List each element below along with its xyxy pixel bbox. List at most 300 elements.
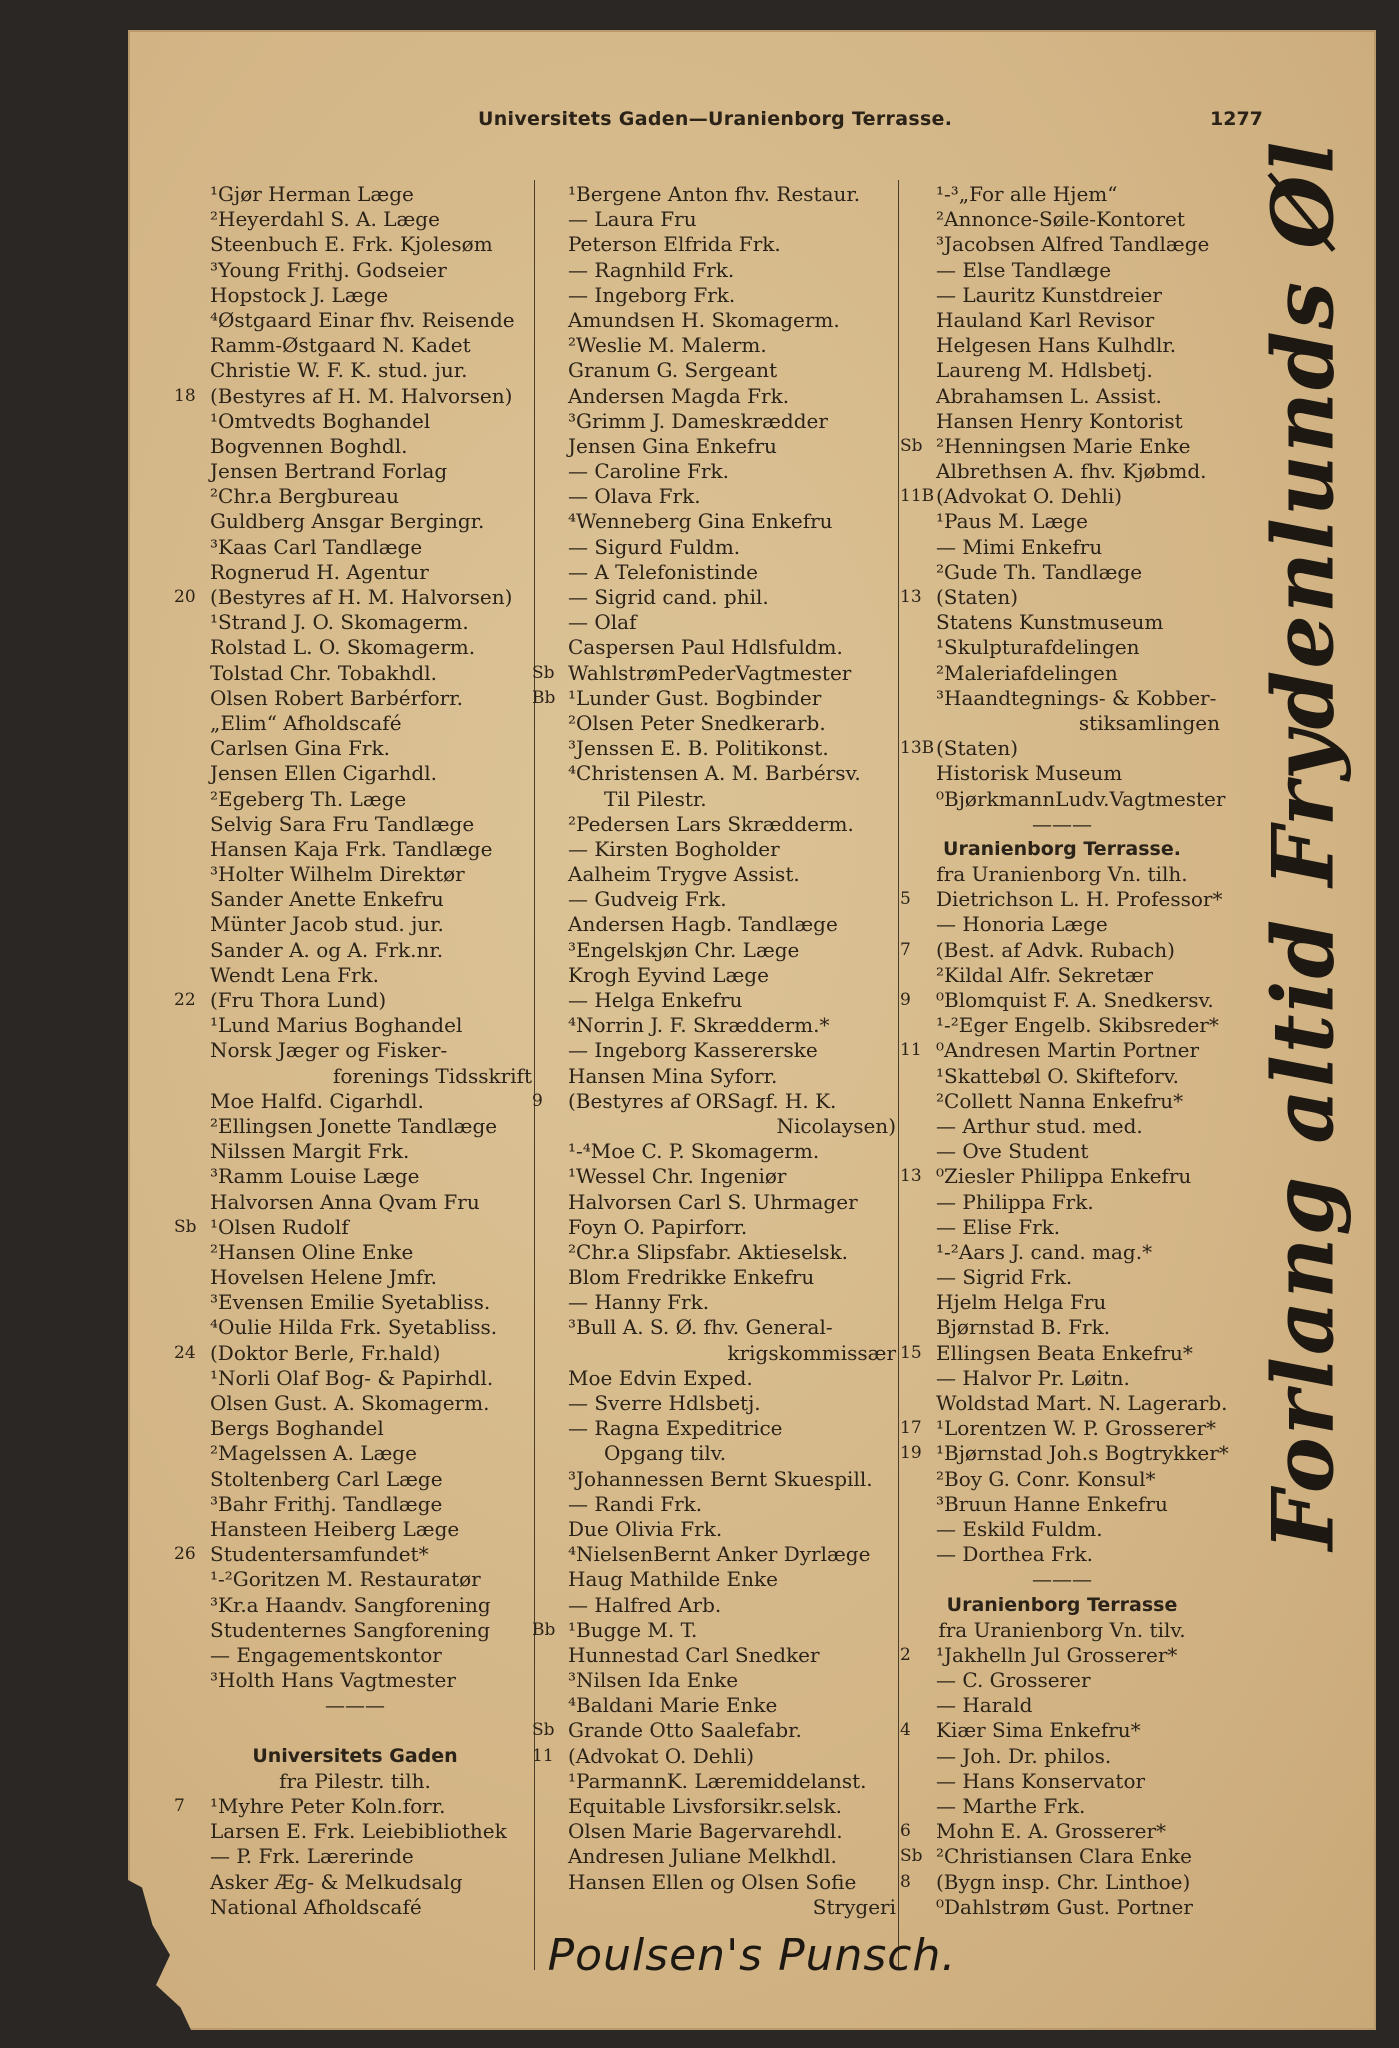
- directory-entry: [532, 1240, 900, 1265]
- directory-entry: [900, 1013, 1224, 1038]
- directory-entry: [532, 1744, 900, 1769]
- directory-entry: [900, 560, 1224, 585]
- directory-entry: [532, 736, 900, 761]
- entry-text: Carlsen Gina Frk.: [210, 736, 390, 761]
- entry-text: (Doktor Berle, Fr.hald): [210, 1340, 441, 1365]
- directory-entry: [532, 459, 900, 484]
- entry-text: — Ingeborg Frk.: [568, 282, 736, 307]
- directory-entry: [532, 434, 900, 459]
- directory-entry: [532, 1492, 900, 1517]
- entry-text: ³Holth Hans Vagtmester: [210, 1668, 456, 1693]
- directory-entry: [174, 686, 536, 711]
- directory-entry: [174, 1492, 536, 1517]
- entry-text: Hovelsen Helene Jmfr.: [210, 1265, 438, 1290]
- directory-entry: [174, 1089, 536, 1114]
- directory-entry: [900, 535, 1224, 560]
- entry-text: Kiær Sima Enkefru*: [936, 1718, 1141, 1743]
- directory-entry: [532, 1618, 900, 1643]
- entry-text: ¹Lorentzen W. P. Grosserer*: [936, 1416, 1217, 1441]
- directory-entry: [532, 862, 900, 887]
- house-number: 9: [900, 990, 911, 1010]
- entry-text: Halvorsen Anna Qvam Fru: [210, 1189, 480, 1214]
- directory-entry: [532, 560, 900, 585]
- directory-entry: [532, 1064, 900, 1089]
- house-number: 15: [900, 1342, 922, 1363]
- entry-text: ¹Wessel Chr. Ingeniør: [568, 1164, 787, 1189]
- entry-text: fra Uranienborg Vn. tilv.: [938, 1617, 1186, 1642]
- directory-entry: [900, 509, 1224, 534]
- entry-text: — Eskild Fuldm.: [936, 1516, 1103, 1541]
- directory-entry: [532, 1819, 900, 1844]
- directory-entry: [532, 1215, 900, 1240]
- directory-entry: [532, 535, 900, 560]
- directory-entry: [532, 308, 900, 333]
- directory-entry: [900, 434, 1224, 459]
- directory-entry: [532, 509, 900, 534]
- directory-entry: [532, 610, 900, 635]
- directory-entry: [174, 1567, 536, 1592]
- entry-text: — Engagementskontor: [210, 1642, 442, 1667]
- entry-text: Due Olivia Frk.: [568, 1516, 723, 1541]
- directory-entry: [900, 1441, 1229, 1466]
- entry-text: ¹Norli Olaf Bog- & Papirhdl.: [210, 1365, 494, 1390]
- directory-entry: [532, 1517, 900, 1542]
- entry-text: Asker Æg- & Melkudsalg: [210, 1869, 463, 1894]
- directory-entry: [174, 938, 536, 963]
- directory-entry: [900, 484, 1224, 509]
- entry-text: ²Christiansen Clara Enke: [936, 1844, 1192, 1869]
- directory-entry: [532, 787, 900, 812]
- directory-entry: [900, 1315, 1224, 1340]
- entry-text: ²Kildal Alfr. Sekretær: [936, 962, 1154, 987]
- entry-text: ¹-²Aars J. cand. mag.*: [936, 1239, 1153, 1264]
- directory-entry: [900, 207, 1224, 232]
- directory-entry: [174, 1542, 536, 1567]
- directory-entry: [532, 635, 900, 660]
- entry-text: — Dorthea Frk.: [936, 1542, 1093, 1567]
- directory-entry: [174, 1013, 536, 1038]
- entry-text: Bjørnstad B. Frk.: [936, 1315, 1111, 1340]
- directory-entry: [174, 1895, 536, 1920]
- entry-text: Ellingsen Beata Enkefru*: [936, 1340, 1193, 1365]
- entry-text: ⁰Dahlstrøm Gust. Portner: [936, 1894, 1193, 1919]
- entry-text: Steenbuch E. Frk. Kjolesøm: [210, 232, 493, 257]
- entry-text: forenings Tidsskrift: [332, 1063, 532, 1088]
- directory-entry: [900, 1038, 1224, 1063]
- entry-text: krigskommissær: [727, 1340, 896, 1365]
- directory-entry: [174, 1139, 536, 1164]
- entry-text: Halvorsen Carl S. Uhrmager: [568, 1189, 858, 1214]
- directory-entry: [532, 1693, 900, 1718]
- directory-entry: [532, 258, 900, 283]
- directory-entry: [532, 384, 900, 409]
- house-number: 24: [174, 1342, 196, 1363]
- directory-entry: [174, 1240, 536, 1265]
- directory-entry: [532, 661, 900, 686]
- entry-text: Strygeri: [812, 1894, 896, 1919]
- house-number: 5: [900, 889, 911, 910]
- frydenlund-advertisement: [1248, 120, 1358, 1570]
- entry-text: ³Holter Wilhelm Direktør: [210, 862, 465, 887]
- entry-text: Statens Kunstmuseum: [936, 610, 1164, 635]
- directory-entry: [532, 887, 900, 912]
- directory-entry: [900, 635, 1224, 660]
- entry-text: ²Maleriafdelingen: [936, 660, 1118, 685]
- directory-entry: [174, 1769, 536, 1794]
- directory-entry: [532, 232, 900, 257]
- entry-text: ³Bahr Frithj. Tandlæge: [210, 1491, 443, 1516]
- directory-entry: [900, 686, 1224, 711]
- entry-text: ¹Bergene Anton fhv. Restaur.: [568, 182, 861, 206]
- entry-text: ³Bruun Hanne Enkefru: [936, 1491, 1168, 1516]
- directory-entry: [174, 1190, 536, 1215]
- entry-text: ³Jenssen E. B. Politikonst.: [568, 736, 829, 761]
- directory-entry: [900, 308, 1224, 333]
- entry-text: National Afholdscafé: [210, 1894, 422, 1919]
- entry-text: — Halvor Pr. Løitn.: [936, 1365, 1130, 1390]
- directory-entry: [532, 333, 900, 358]
- directory-entry: [174, 1215, 536, 1240]
- directory-entry: [900, 1391, 1228, 1416]
- directory-entry: [900, 1819, 1224, 1844]
- directory-entry: [532, 207, 900, 232]
- directory-entry: [174, 635, 536, 660]
- directory-entry: [532, 812, 900, 837]
- column-divider: [898, 180, 899, 1970]
- column-3: [900, 182, 1229, 1920]
- entry-text: ²Collett Nanna Enkefru*: [936, 1088, 1184, 1113]
- entry-text: Foyn O. Papirforr.: [568, 1214, 748, 1239]
- entry-text: ———: [1032, 811, 1092, 836]
- entry-text: — C. Grosserer: [936, 1668, 1091, 1693]
- entry-text: Krogh Eyvind Læge: [568, 962, 769, 987]
- entry-text: ¹Gjør Herman Læge: [210, 182, 414, 206]
- entry-text: Wendt Lena Frk.: [210, 962, 380, 987]
- directory-entry: [174, 207, 536, 232]
- entry-text: ¹Olsen Rudolf: [210, 1214, 349, 1239]
- entry-text: Norsk Jæger og Fisker-: [210, 1038, 448, 1063]
- entry-text: ²Hansen Oline Enke: [210, 1239, 414, 1264]
- entry-text: — A Telefonistinde: [568, 559, 758, 584]
- entry-text: — Olaf: [568, 610, 637, 635]
- directory-entry: [532, 988, 900, 1013]
- entry-text: Sander A. og A. Frk.nr.: [210, 937, 444, 962]
- entry-text: Tolstad Chr. Tobakhdl.: [210, 660, 437, 685]
- directory-entry: [900, 1643, 1224, 1668]
- entry-text: ¹Skattebøl O. Skifteforv.: [936, 1063, 1179, 1088]
- directory-entry: [174, 560, 536, 585]
- entry-text: Münter Jacob stud. jur.: [210, 912, 444, 937]
- directory-entry: [174, 509, 536, 534]
- directory-entry: [174, 232, 536, 257]
- directory-entry: [174, 1844, 536, 1869]
- directory-entry: [174, 1794, 536, 1819]
- entry-text: — Olava Frk.: [568, 484, 701, 509]
- entry-text: Studentersamfundet*: [210, 1542, 429, 1567]
- entry-text: ²Ellingsen Jonette Tandlæge: [210, 1113, 498, 1138]
- entry-text: Guldberg Ansgar Bergingr.: [210, 509, 485, 534]
- house-number: Sb: [900, 1846, 923, 1867]
- entry-text: — Ragna Expeditrice: [568, 1416, 783, 1441]
- house-number: 9: [532, 1090, 543, 1111]
- entry-text: „Elim“ Afholdscafé: [210, 710, 402, 735]
- entry-text: — Harald: [936, 1693, 1033, 1718]
- directory-entry: [532, 1441, 900, 1466]
- entry-text: ⁴NielsenBernt Anker Dyrlæge: [568, 1542, 871, 1567]
- directory-entry: [900, 862, 1224, 887]
- poulsen-advertisement: Poulsen's Punsch.: [547, 1930, 957, 1981]
- directory-entry: [900, 1240, 1224, 1265]
- directory-entry: [900, 711, 1224, 736]
- directory-entry: [174, 1643, 536, 1668]
- directory-entry: [174, 887, 536, 912]
- directory-entry: [174, 1391, 536, 1416]
- page-title: Universitets Gaden—Uranienborg Terrasse.: [478, 108, 953, 130]
- directory-entry: [174, 963, 536, 988]
- directory-entry: [174, 787, 536, 812]
- entry-text: (Advokat O. Dehli): [568, 1743, 755, 1768]
- entry-text: Helgesen Hans Kulhdlr.: [936, 333, 1177, 358]
- directory-entry: [532, 1164, 900, 1189]
- directory-entry: [174, 1718, 536, 1743]
- entry-text: Peterson Elfrida Frk.: [568, 232, 781, 257]
- entry-text: ²Boy G. Conr. Konsul*: [936, 1466, 1156, 1491]
- directory-entry: [174, 1038, 536, 1063]
- directory-entry: [532, 1643, 900, 1668]
- entry-text: Dietrichson L. H. Professor*: [936, 887, 1223, 912]
- house-number: Sb: [532, 662, 555, 683]
- directory-entry: [532, 1794, 900, 1819]
- entry-text: Historisk Museum: [936, 761, 1123, 786]
- entry-text: Bergs Boghandel: [210, 1416, 384, 1441]
- entry-text: Amundsen H. Skomagerm.: [568, 307, 840, 332]
- entry-text: — Kirsten Bogholder: [568, 836, 780, 861]
- directory-entry: [532, 761, 900, 786]
- entry-text: Haug Mathilde Enke: [568, 1567, 778, 1592]
- directory-entry: [900, 1769, 1224, 1794]
- entry-text: ²Egeberg Th. Læge: [210, 786, 407, 811]
- directory-entry: [532, 182, 900, 207]
- directory-entry: [900, 1164, 1224, 1189]
- entry-text: Bogvennen Boghdl.: [210, 433, 408, 458]
- entry-text: — Marthe Frk.: [936, 1794, 1086, 1818]
- directory-entry: [900, 283, 1224, 308]
- entry-text: Hansen Henry Kontorist: [936, 408, 1183, 433]
- entry-text: ³Kr.a Haandv. Sangforening: [210, 1592, 491, 1617]
- directory-entry: [174, 1441, 536, 1466]
- entry-text: (Best. af Advk. Rubach): [936, 937, 1175, 962]
- entry-text: Grande Otto Saalefabr.: [568, 1718, 802, 1743]
- directory-entry: [532, 963, 900, 988]
- column-1: [174, 182, 536, 1920]
- directory-entry: [532, 1844, 900, 1869]
- entry-text: (Bestyres af ORSagf. H. K.: [568, 1088, 837, 1113]
- directory-entry: [900, 1265, 1224, 1290]
- entry-text: ⁴Oulie Hilda Frk. Syetabliss.: [210, 1315, 498, 1340]
- house-number: Sb: [900, 435, 923, 456]
- entry-text: — Randi Frk.: [568, 1491, 703, 1516]
- house-number: 22: [174, 990, 196, 1010]
- entry-text: Jensen Gina Enkefru: [568, 433, 777, 458]
- directory-entry: [900, 761, 1224, 786]
- entry-text: — Helga Enkefru: [568, 988, 743, 1012]
- directory-entry: [174, 1593, 536, 1618]
- directory-entry: [900, 1542, 1224, 1567]
- entry-text: — Philippa Frk.: [936, 1189, 1094, 1214]
- entry-text: stiksamlingen: [1078, 710, 1220, 735]
- directory-entry: [900, 1290, 1224, 1315]
- entry-text: — Halfred Arb.: [568, 1592, 722, 1617]
- entry-text: Nilssen Margit Frk.: [210, 1139, 410, 1164]
- directory-entry: [532, 1391, 900, 1416]
- entry-text: ²Chr.a Slipsfabr. Aktieselsk.: [568, 1239, 849, 1264]
- entry-text: ⁴Norrin J. F. Skrædderm.*: [568, 1013, 830, 1038]
- entry-text: Olsen Marie Bagervarehdl.: [568, 1819, 843, 1844]
- directory-entry: [532, 1038, 900, 1063]
- directory-entry: [900, 182, 1224, 207]
- entry-text: — Mimi Enkefru: [936, 534, 1103, 559]
- entry-text: — Sverre Hdlsbetj.: [568, 1391, 761, 1415]
- directory-entry: [900, 1366, 1224, 1391]
- directory-entry: [900, 1089, 1224, 1114]
- directory-entry: [532, 686, 900, 711]
- entry-text: ———: [1032, 1567, 1092, 1592]
- directory-entry: [174, 837, 536, 862]
- directory-entry: [174, 1064, 536, 1089]
- directory-entry: [532, 1290, 900, 1315]
- entry-text: (Staten): [936, 736, 1019, 761]
- entry-text: ³Jacobsen Alfred Tandlæge: [936, 232, 1210, 257]
- directory-entry: [174, 761, 536, 786]
- directory-entry: [532, 1315, 900, 1340]
- entry-text: Aalheim Trygve Assist.: [568, 862, 800, 887]
- page-header: [128, 108, 1376, 148]
- house-number: 26: [174, 1544, 196, 1565]
- entry-text: Granum G. Sergeant: [568, 358, 778, 383]
- section-heading: Uranienborg Terrasse: [946, 1593, 1178, 1616]
- house-number: 18: [174, 385, 196, 406]
- entry-text: Olsen Robert Barbérforr.: [210, 685, 463, 710]
- directory-entry: [900, 988, 1224, 1013]
- section-heading: Universitets Gaden: [252, 1744, 458, 1767]
- entry-text: ¹-²Eger Engelb. Skibsreder*: [936, 1013, 1219, 1038]
- directory-entry: [174, 988, 536, 1013]
- directory-entry: [532, 1190, 900, 1215]
- directory-entry: [174, 1819, 536, 1844]
- directory-entry: [900, 358, 1224, 383]
- entry-text: — Else Tandlæge: [936, 257, 1112, 282]
- directory-entry: [174, 1870, 536, 1895]
- house-number: Sb: [174, 1216, 197, 1237]
- entry-text: Hansen Kaja Frk. Tandlæge: [210, 836, 493, 861]
- house-number: Sb: [532, 1720, 555, 1741]
- directory-entry: [900, 384, 1224, 409]
- directory-entry: [900, 1895, 1224, 1920]
- entry-text: ¹-⁴Moe C. P. Skomagerm.: [568, 1139, 820, 1164]
- entry-text: — Gudveig Frk.: [568, 887, 727, 912]
- entry-text: ⁰Blomquist F. A. Snedkersv.: [936, 988, 1214, 1012]
- directory-entry: [900, 1844, 1224, 1869]
- directory-entry: [900, 333, 1224, 358]
- directory-entry: [900, 787, 1224, 812]
- entry-text: — Caroline Frk.: [568, 459, 729, 484]
- directory-entry: [174, 358, 536, 383]
- entry-text: ¹-³„For alle Hjem“: [936, 182, 1118, 206]
- house-number: Bb: [532, 1619, 556, 1640]
- house-number: 19: [900, 1443, 922, 1464]
- entry-text: Christie W. F. K. stud. jur.: [210, 358, 468, 383]
- directory-entry: [174, 535, 536, 560]
- directory-entry: [900, 1567, 1224, 1592]
- directory-entry: [900, 661, 1224, 686]
- entry-text: ³Evensen Emilie Syetabliss.: [210, 1290, 491, 1315]
- directory-entry: [532, 1139, 900, 1164]
- entry-text: (Fru Thora Lund): [210, 988, 387, 1012]
- directory-entry: [174, 585, 536, 610]
- directory-entry: [174, 434, 536, 459]
- entry-text: ²Weslie M. Malerm.: [568, 333, 767, 358]
- directory-entry: [532, 1895, 900, 1920]
- entry-text: ¹Bugge M. T.: [568, 1617, 698, 1642]
- entry-text: — Ingeborg Kassererske: [568, 1038, 818, 1063]
- directory-entry: [532, 1114, 900, 1139]
- directory-entry: [174, 862, 536, 887]
- directory-entry: [174, 258, 536, 283]
- entry-text: — Elise Frk.: [936, 1214, 1061, 1239]
- entry-text: ¹Strand J. O. Skomagerm.: [210, 610, 469, 635]
- entry-text: ¹Omtvedts Boghandel: [210, 408, 431, 433]
- directory-entry: [532, 1718, 900, 1743]
- directory-entry: [532, 1870, 900, 1895]
- entry-text: Hunnestad Carl Snedker: [568, 1642, 820, 1667]
- directory-entry: [900, 1517, 1224, 1542]
- directory-entry: [174, 1744, 536, 1769]
- entry-text: ⁰Andresen Martin Portner: [936, 1038, 1200, 1063]
- section-heading: Uranienborg Terrasse.: [943, 837, 1181, 860]
- entry-text: — P. Frk. Lærerinde: [210, 1844, 414, 1869]
- directory-entry: [532, 1593, 900, 1618]
- directory-entry: [174, 308, 536, 333]
- entry-text: Ramm-Østgaard N. Kadet: [210, 333, 471, 358]
- house-number: 13: [900, 587, 922, 607]
- directory-entry: [900, 1139, 1224, 1164]
- entry-text: — Lauritz Kunstdreier: [936, 282, 1162, 307]
- directory-entry: [532, 1366, 900, 1391]
- directory-entry: [900, 1693, 1224, 1718]
- entry-text: — Sigrid cand. phil.: [568, 585, 769, 609]
- entry-text: Larsen E. Frk. Leiebibliothek: [210, 1819, 507, 1844]
- directory-entry: [532, 585, 900, 610]
- house-number: 6: [900, 1821, 911, 1842]
- directory-entry: [900, 1064, 1224, 1089]
- house-number: Bb: [532, 687, 556, 708]
- entry-text: — Hanny Frk.: [568, 1290, 710, 1315]
- entry-text: — Hans Konservator: [936, 1768, 1146, 1793]
- directory-entry: [900, 1416, 1224, 1441]
- entry-text: ⁰BjørkmannLudv.Vagtmester: [936, 786, 1226, 811]
- entry-text: Woldstad Mart. N. Lagerarb.: [936, 1391, 1228, 1415]
- entry-text: ²Chr.a Bergbureau: [210, 484, 399, 509]
- entry-text: ¹Jakhelln Jul Grosserer*: [936, 1642, 1178, 1667]
- entry-text: ¹-²Goritzen M. Restauratør: [210, 1567, 481, 1592]
- directory-entry: [900, 1794, 1224, 1819]
- directory-entry: [900, 1341, 1224, 1366]
- house-number: 11B: [900, 486, 935, 507]
- directory-entry: [532, 1542, 900, 1567]
- entry-text: Hauland Karl Revisor: [936, 307, 1155, 332]
- entry-text: Albrethsen A. fhv. Kjøbmd.: [936, 459, 1207, 484]
- house-number: 11: [900, 1040, 922, 1061]
